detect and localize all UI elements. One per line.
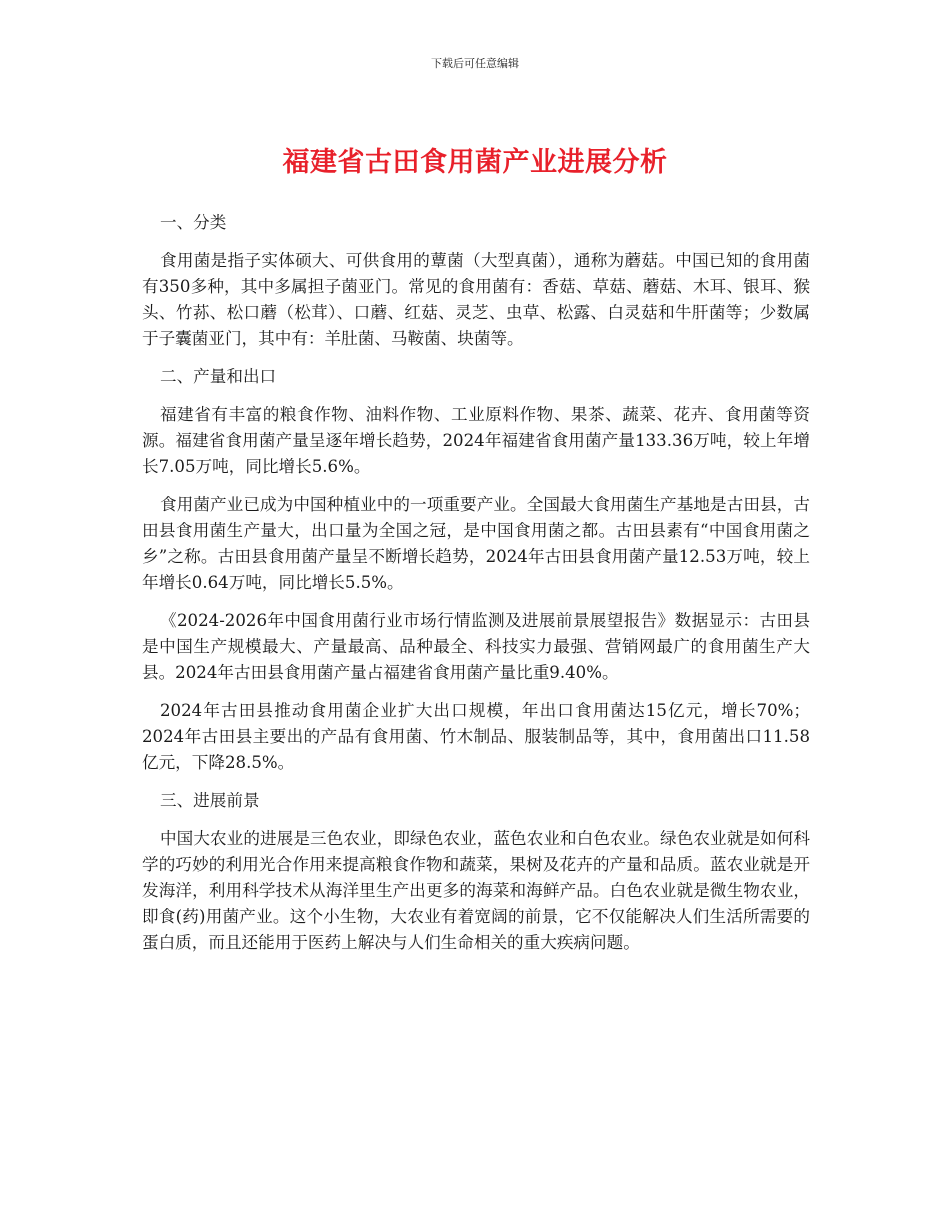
paragraph: 福建省有丰富的粮食作物、油料作物、工业原料作物、果茶、蔬菜、花卉、食用菌等资源。福建省食用菌产量呈逐年增长趋势，2024年福建省食用菌产量133.36万吨，较上年增长7.05万吨，同比增长5.6%。: [142, 405, 810, 476]
section-heading-output-export: 二、产量和出口: [160, 367, 277, 386]
section-heading-prospects: 三、进展前景: [160, 791, 260, 810]
paragraph: 食用菌是指子实体硕大、可供食用的蕈菌（大型真菌），通称为蘑菇。中国已知的食用菌有350多种，其中多属担子菌亚门。常见的食用菌有：香菇、草菇、蘑菇、木耳、银耳、猴头、竹荪、松口蘑（松茸）、口蘑、红菇、灵芝、虫草、松露、白灵菇和牛肝菌等；少数属于子囊菌亚门，其中有：羊肚菌、马鞍菌、块菌等。: [142, 251, 810, 348]
header-note: 下载后可任意编辑: [431, 57, 519, 70]
paragraph: 2024年古田县推动食用菌企业扩大出口规模，年出口食用菌达15亿元，增长70%；2024年古田县主要出的产品有食用菌、竹木制品、服装制品等，其中，食用菌出口11.58亿元，下降28.5%。: [142, 701, 810, 772]
section-heading-classification: 一、分类: [160, 213, 227, 232]
paragraph: 食用菌产业已成为中国种植业中的一项重要产业。全国最大食用菌生产基地是古田县，古田县食用菌生产量大，出口量为全国之冠，是中国食用菌之都。古田县素有“中国食用菌之乡”之称。古田县食用菌产量呈不断增长趋势，2024年古田县食用菌产量12.53万吨，较上年增长0.64万吨，同比增长5.5%。: [142, 495, 810, 592]
paragraph: 《2024-2026年中国食用菌行业市场行情监测及进展前景展望报告》数据显示：古田县是中国生产规模最大、产量最高、品种最全、科技实力最强、营销网最广的食用菌生产大县。2024年古田县食用菌产量占福建省食用菌产量比重9.40%。: [142, 611, 810, 682]
paragraph: 中国大农业的进展是三色农业，即绿色农业，蓝色农业和白色农业。绿色农业就是如何科学的巧妙的利用光合作用来提高粮食作物和蔬菜，果树及花卉的产量和品质。蓝农业就是开发海洋，利用科学技术从海洋里生产出更多的海菜和海鲜产品。白色农业就是微生物农业，即食(药)用菌产业。这个小生物，大农业有着宽阔的前景，它不仅能解决人们生活所需要的蛋白质，而且还能用于医药上解决与人们生命相关的重大疾病问题。: [142, 829, 810, 952]
document-body: [142, 210, 810, 968]
document-title: 福建省古田食用菌产业进展分析: [282, 147, 668, 178]
